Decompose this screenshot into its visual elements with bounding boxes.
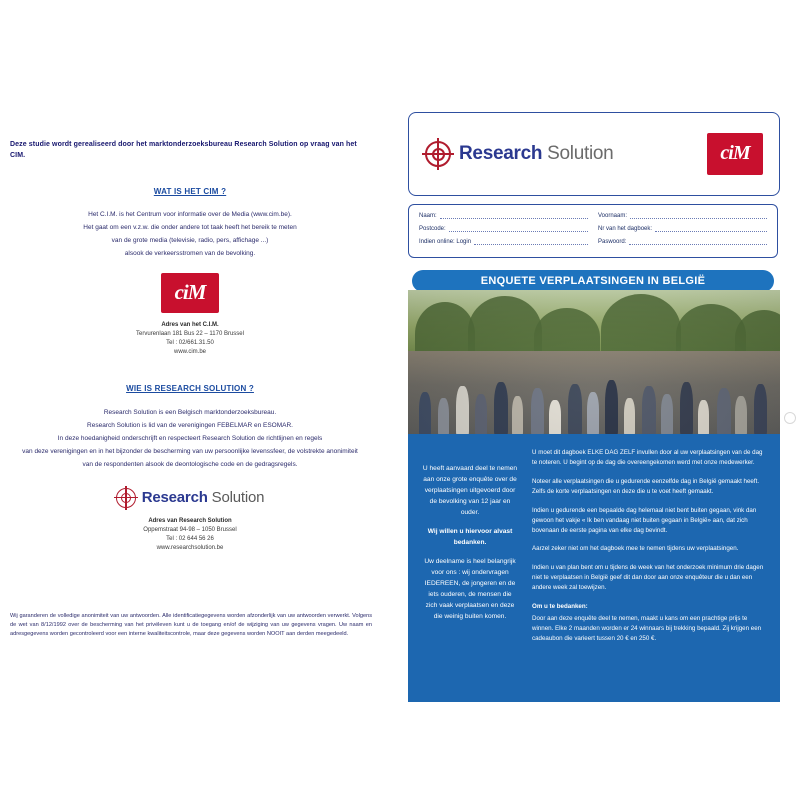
- right-paragraph-4: Aarzel zeker niet om het dagboek mee te nemen tijdens uw verplaatsingen.: [532, 545, 739, 553]
- cim-line-3: van de grote media (televisie, radio, pers, affichage ...): [111, 237, 269, 245]
- right-paragraph-2: Noteer alle verplaatsingen die u gedurende eenzelfde dag in België gemaakt heeft. Zelfs de korte verplaatsingen en deze die u te voet heeft gemaakt.: [532, 477, 760, 495]
- brochure-banner-title: ENQUETE VERPLAATSINGEN IN BELGIË: [412, 270, 774, 292]
- login-field[interactable]: [419, 237, 588, 245]
- intro-text: Deze studie wordt gerealiseerd door het marktonderzoeksbureau Research Solution op vraag van het CIM.: [10, 141, 357, 159]
- research-solution-logo: [10, 486, 370, 509]
- rs-address-line-1: Oppemstraat 94-98 – 1050 Brussel: [143, 527, 237, 534]
- field-row-2: [419, 224, 767, 232]
- cim-address-line-1: Tervurenlaan 181 Bus 22 – 1170 Brussel: [136, 331, 244, 338]
- postcode-field[interactable]: [419, 224, 588, 232]
- field-row-3: [419, 237, 767, 245]
- respondent-fields-card: [408, 204, 778, 258]
- voornaam-input-line[interactable]: [630, 211, 767, 219]
- rs-address: [10, 517, 370, 553]
- rs-line-5: van de respondenten alsook de deontologische code en de gedragsregels.: [82, 460, 298, 468]
- rs-logo-text: [142, 486, 265, 509]
- login-label: Indien online: Login: [419, 239, 472, 245]
- left-panel: [10, 140, 370, 579]
- cim-logo: [161, 273, 219, 313]
- brochure-rs-secondary: Solution: [547, 143, 614, 164]
- rs-logo-primary: Research: [141, 489, 208, 507]
- paswoord-label: Paswoord:: [598, 239, 627, 245]
- dagboeknummer-label: Nr van het dagboek:: [598, 226, 653, 232]
- left-paragraph-2: Uw deelname is heel belangrijk voor ons : wij ondervragen IEDEREEN, de jongeren en de iets ouderen, de mensen die zich vaak verplaatsen en deze die weinig buiten komen.: [424, 558, 516, 620]
- photo-overlay: [408, 290, 780, 436]
- crowd-photo: [408, 290, 780, 436]
- dagboeknummer-field[interactable]: [598, 224, 767, 232]
- research-solution-section: [10, 383, 370, 553]
- right-paragraph-6: Door aan deze enquête deel te nemen, maakt u kans om een prachtige prijs te winnen. Elke 2 maanden worden er 24 winnaars bij trekking bepaald. Zij krijgen een cadeaubon die varieert tussen 20 € en 250 €.: [532, 615, 762, 642]
- rs-line-4: van deze verenigingen en in het bijzonder de bescherming van uw persoonlijke levenssfeer, de volstrekte anonimiteit: [22, 447, 358, 455]
- naam-field[interactable]: [419, 211, 588, 219]
- rs-line-2: Research Solution is lid van de verenigingen FEBELMAR en ESOMAR.: [87, 421, 293, 429]
- cim-logo-text: ciM: [174, 280, 206, 305]
- cim-section-title: WAT IS HET CIM ?: [153, 186, 227, 196]
- cim-line-4: alsook de verkeersstromen van de bevolking.: [124, 250, 256, 258]
- cim-address: [10, 321, 370, 357]
- cim-section: [10, 186, 370, 358]
- cim-line-2: Het gaat om een v.z.w. die onder andere tot taak heeft het bereik te meten: [83, 224, 297, 232]
- rs-section-title: WIE IS RESEARCH SOLUTION ?: [126, 384, 254, 394]
- cim-line-1: Het C.I.M. is het Centrum voor informatie over de Media (www.cim.be).: [88, 211, 292, 219]
- brochure-instructions: [408, 434, 780, 702]
- privacy-footnote: Wij garanderen de volledige anonimiteit van uw antwoorden. Alle identificatiegegevens worden afzonderlijk van uw antwoorden verwerkt. Volgens de wet van 8/12/1992 over de bescherming van het privéleven kunt u de toegang en/of de wijziging van uw gegevens vragen. Uw naam en adresgegevens worden gecontroleerd voor een interne kwaliteitscontrole, maar deze gegevens worden NOOIT aan derden meegedeeld.: [10, 613, 372, 637]
- rs-address-heading: Adres van Research Solution: [148, 518, 232, 525]
- dagboeknummer-input-line[interactable]: [655, 224, 767, 232]
- rs-address-line-2: Tel : 02 644 56 26: [166, 536, 214, 543]
- cim-address-line-3: www.cim.be: [173, 349, 206, 356]
- target-crosshair-icon: [116, 488, 136, 508]
- right-paragraph-5: Indien u van plan bent om u tijdens de week van het onderzoek minimum drie dagen niet te verplaatsen in België geef dit dan door aan onze enquêteur die u dan een andere week zal toewijzen.: [532, 564, 764, 592]
- voornaam-field[interactable]: [598, 211, 767, 219]
- right-paragraph-3: Indien u gedurende een bepaalde dag helemaal niet bent buiten gegaan, vink dan gewoon het vakje « Ik ben vandaag niet buiten gegaan in België» aan, dat zich bovenaan de eerste pagina van elke dag bevindt.: [532, 506, 757, 534]
- cim-address-heading: Adres van het C.I.M.: [161, 322, 219, 329]
- left-paragraph-1: U heeft aanvaard deel te nemen aan onze grote enquête over de verplaatsingen uitgevoerd door de bevolking van 12 jaar en ouder.: [422, 465, 518, 516]
- paswoord-input-line[interactable]: [629, 237, 767, 245]
- instructions-right-column: [532, 448, 764, 653]
- field-row-1: [419, 211, 767, 219]
- page-notch: [784, 412, 796, 424]
- brochure-panel: [408, 112, 790, 702]
- login-input-line[interactable]: [474, 237, 588, 245]
- rs-logo-secondary: Solution: [211, 489, 265, 507]
- postcode-input-line[interactable]: [449, 224, 588, 232]
- cim-address-line-2: Tel : 02/661.31.50: [166, 340, 214, 347]
- brochure-rs-logo-text: [459, 143, 613, 165]
- naam-label: Naam:: [419, 213, 437, 219]
- paswoord-field[interactable]: [598, 237, 767, 245]
- brochure-logo-card: [408, 112, 780, 196]
- instructions-left-column: [422, 464, 518, 622]
- target-crosshair-icon: [425, 141, 451, 167]
- voornaam-label: Voornaam:: [598, 213, 628, 219]
- thanks-heading: Om u te bedanken:: [532, 603, 588, 611]
- rs-line-3: In deze hoedanigheid onderschrijft en respecteert Research Solution de richtlijnen en regels: [57, 434, 323, 442]
- rs-line-1: Research Solution is een Belgisch marktonderzoeksbureau.: [103, 408, 277, 416]
- brochure-cim-logo-text: ciM: [720, 142, 750, 165]
- rs-address-line-3: www.researchsolution.be: [156, 545, 224, 552]
- naam-input-line[interactable]: [440, 211, 588, 219]
- brochure-rs-primary: Research: [459, 143, 543, 164]
- brochure-cim-logo: [707, 133, 763, 175]
- right-paragraph-1: U moet dit dagboek ELKE DAG ZELF invullen door al uw verplaatsingen van de dag te noteren. U begint op de dag die overeengekomen werd met onze medewerker.: [532, 449, 763, 466]
- postcode-label: Postcode:: [419, 226, 446, 232]
- left-thanks-bold: Wij willen u hiervoor alvast bedanken.: [427, 528, 513, 547]
- brochure-research-solution-logo: [425, 141, 613, 167]
